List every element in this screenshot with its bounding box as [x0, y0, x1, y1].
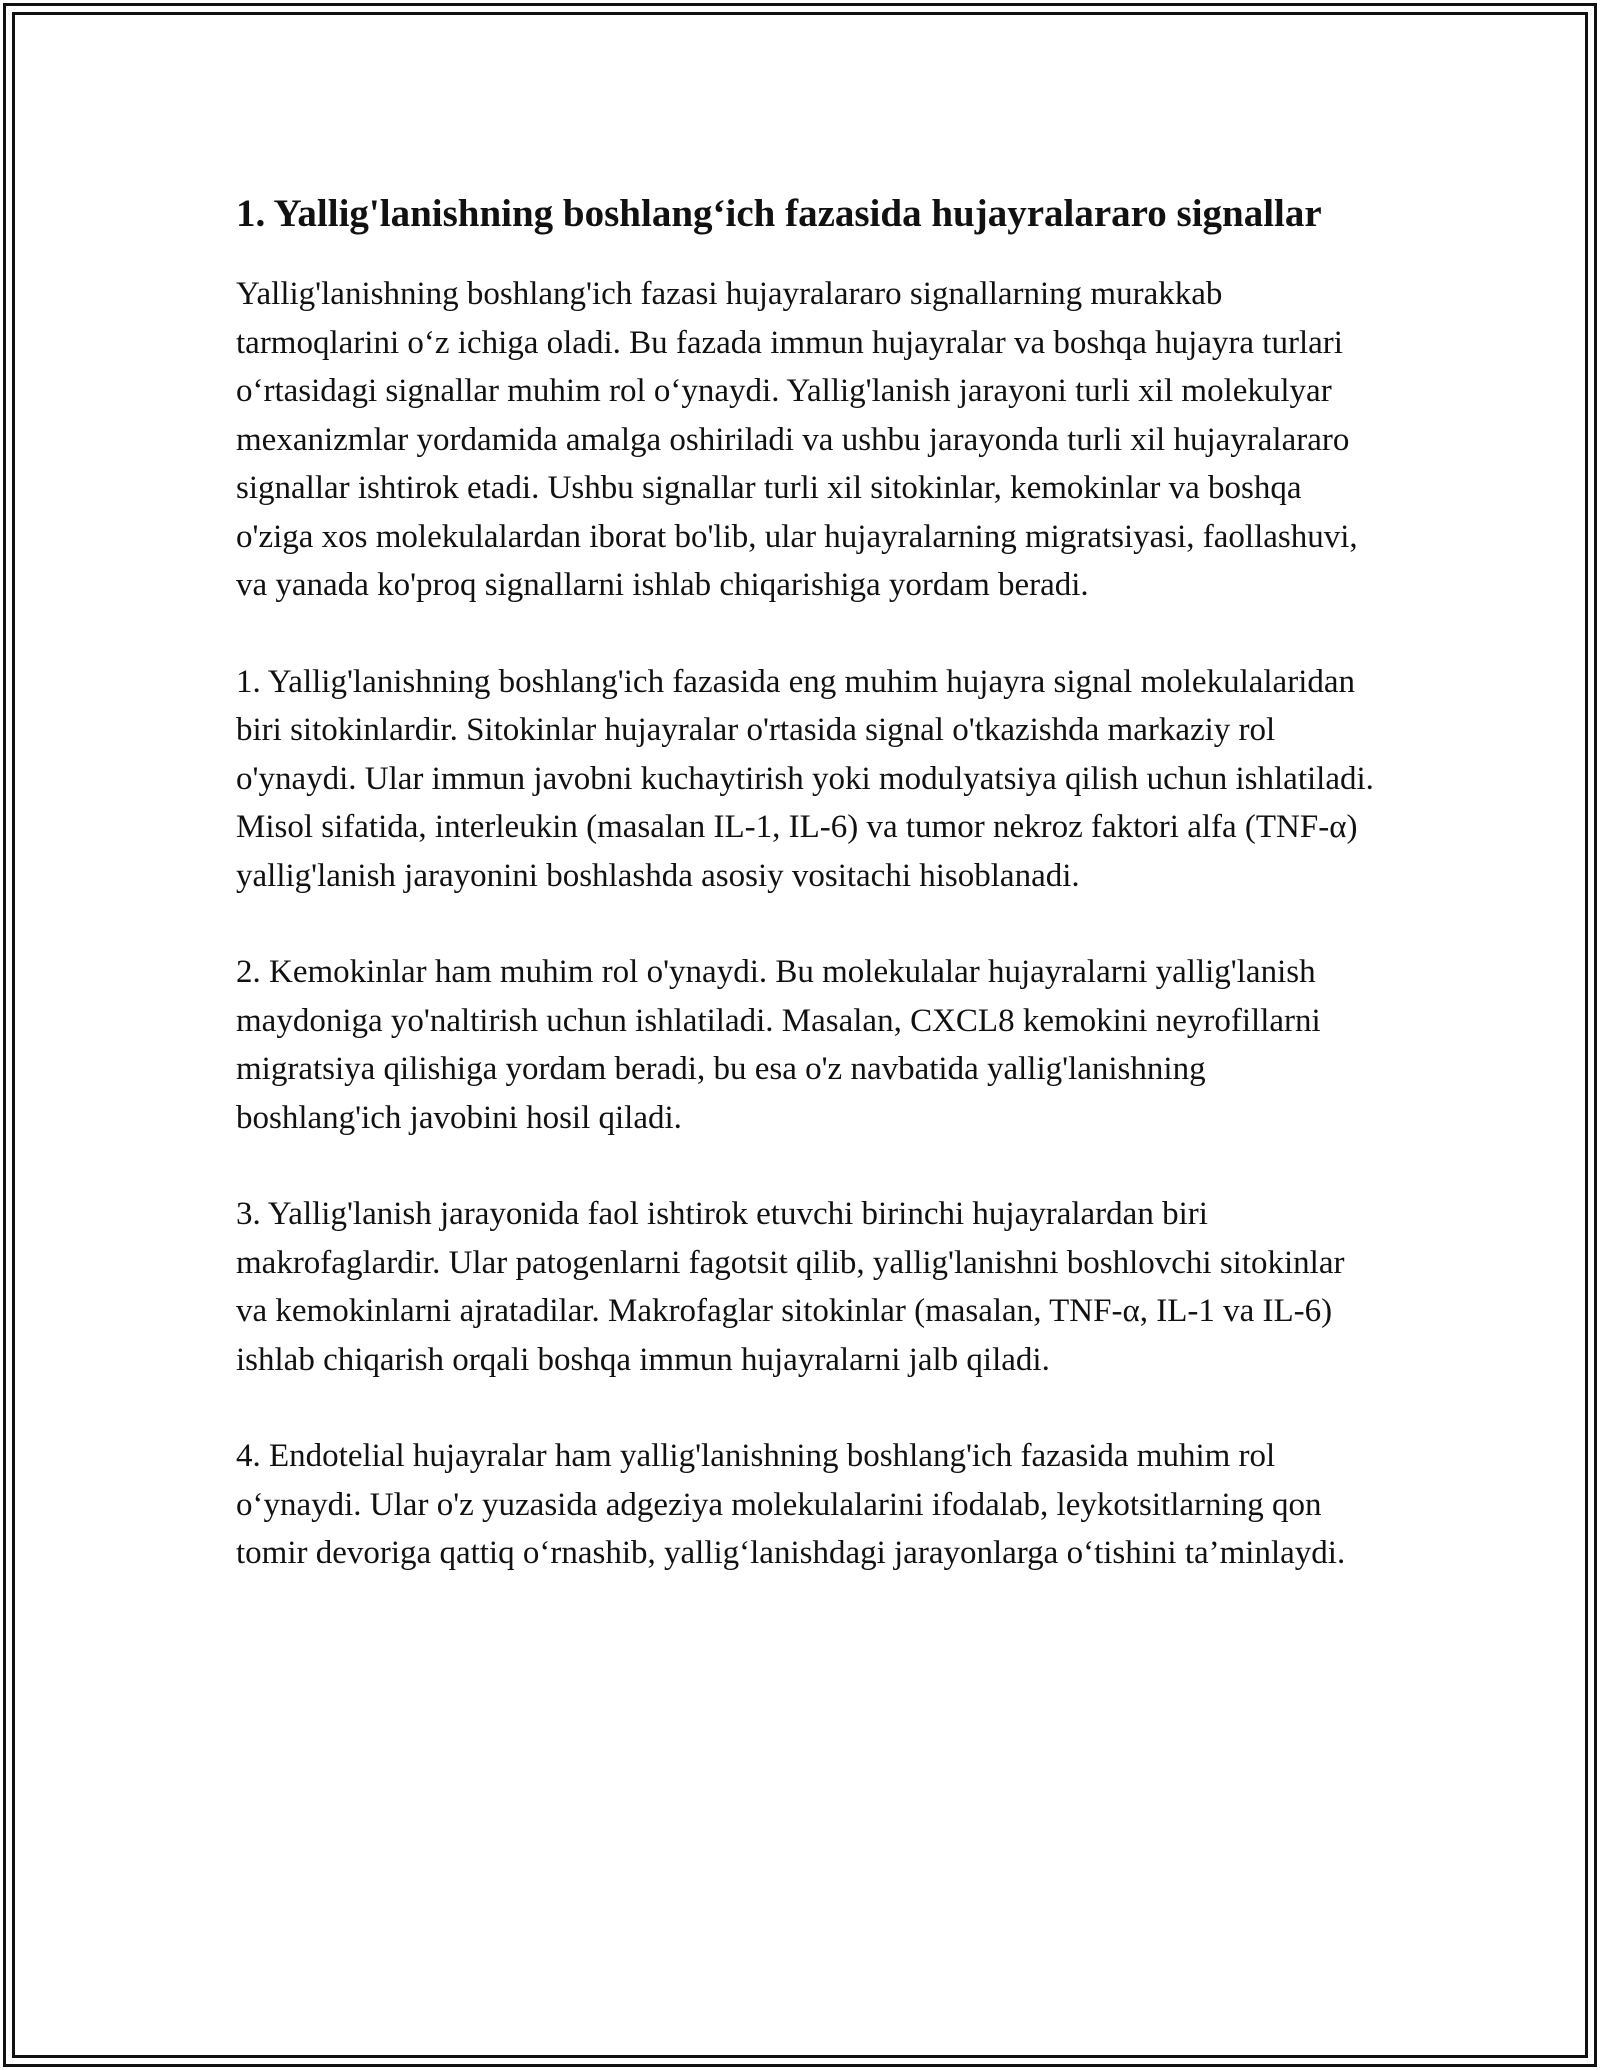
section-heading: 1. Yallig'lanishning boshlang‘ich fazasida hujayralararo signallar	[236, 192, 1322, 235]
paragraph-macrophages: 3. Yallig'lanish jarayonida faol ishtirok etuvchi birinchi hujayralardan biri makrofaglardir. Ular patogenlarni fagotsit qilib, yallig'lanishni boshlovchi sitokinlar va kemokinlarni ajratadilar. Makrofaglar sitokinlar (masalan, TNF-α, IL-1 va IL-6) ishlab chiqarish orqali boshqa immun hujayralarni jalb qiladi.	[236, 1196, 1345, 1378]
paragraph-chemokines: 2. Kemokinlar ham muhim rol o'ynaydi. Bu molekulalar hujayralarni yallig'lanish maydoniga yo'naltirish uchun ishlatiladi. Masalan, CXCL8 kemokini neyrofillarni migratsiya qilishiga yordam beradi, bu esa o'z navbatida yallig'lanishning boshlang'ich javobini hosil qiladi.	[236, 954, 1321, 1136]
intro-paragraph: Yallig'lanishning boshlang'ich fazasi hujayralararo signallarning murakkab tarmoqlarini o‘z ichiga oladi. Bu fazada immun hujayralar va boshqa hujayra turlari o‘rtasidagi signallar muhim rol o‘ynaydi. Yallig'lanish jarayoni turli xil molekulyar mexanizmlar yordamida amalga oshiriladi va ushbu jarayonda turli xil hujayralararo signallar ishtirok etadi. Ushbu signallar turli xil sitokinlar, kemokinlar va boshqa o'ziga xos molekulalardan iborat bo'lib, ular hujayralarning migratsiyasi, faollashuvi, va yanada ko'proq signallarni ishlab chiqarishiga yordam beradi.	[236, 276, 1358, 603]
paragraph-cytokines: 1. Yallig'lanishning boshlang'ich fazasida eng muhim hujayra signal molekulalaridan biri sitokinlardir. Sitokinlar hujayralar o'rtasida signal o'tkazishda markaziy rol o'ynaydi. Ular immun javobni kuchaytirish yoki modulyatsiya qilish uchun ishlatiladi. Misol sifatida, interleukin (masalan IL-1, IL-6) va tumor nekroz faktori alfa (TNF-α) yallig'lanish jarayonini boshlashda asosiy vositachi hisoblanadi.	[236, 663, 1374, 894]
paragraph-endothelial: 4. Endotelial hujayralar ham yallig'lanishning boshlang'ich fazasida muhim rol o‘ynaydi. Ular o'z yuzasida adgeziya molekulalarini ifodalab, leykotsitlarning qon tomir devoriga qattiq o‘rnashib, yallig‘lanishdagi jarayonlarga o‘tishini ta’minlaydi.	[236, 1438, 1346, 1571]
document-body	[236, 186, 1376, 1626]
